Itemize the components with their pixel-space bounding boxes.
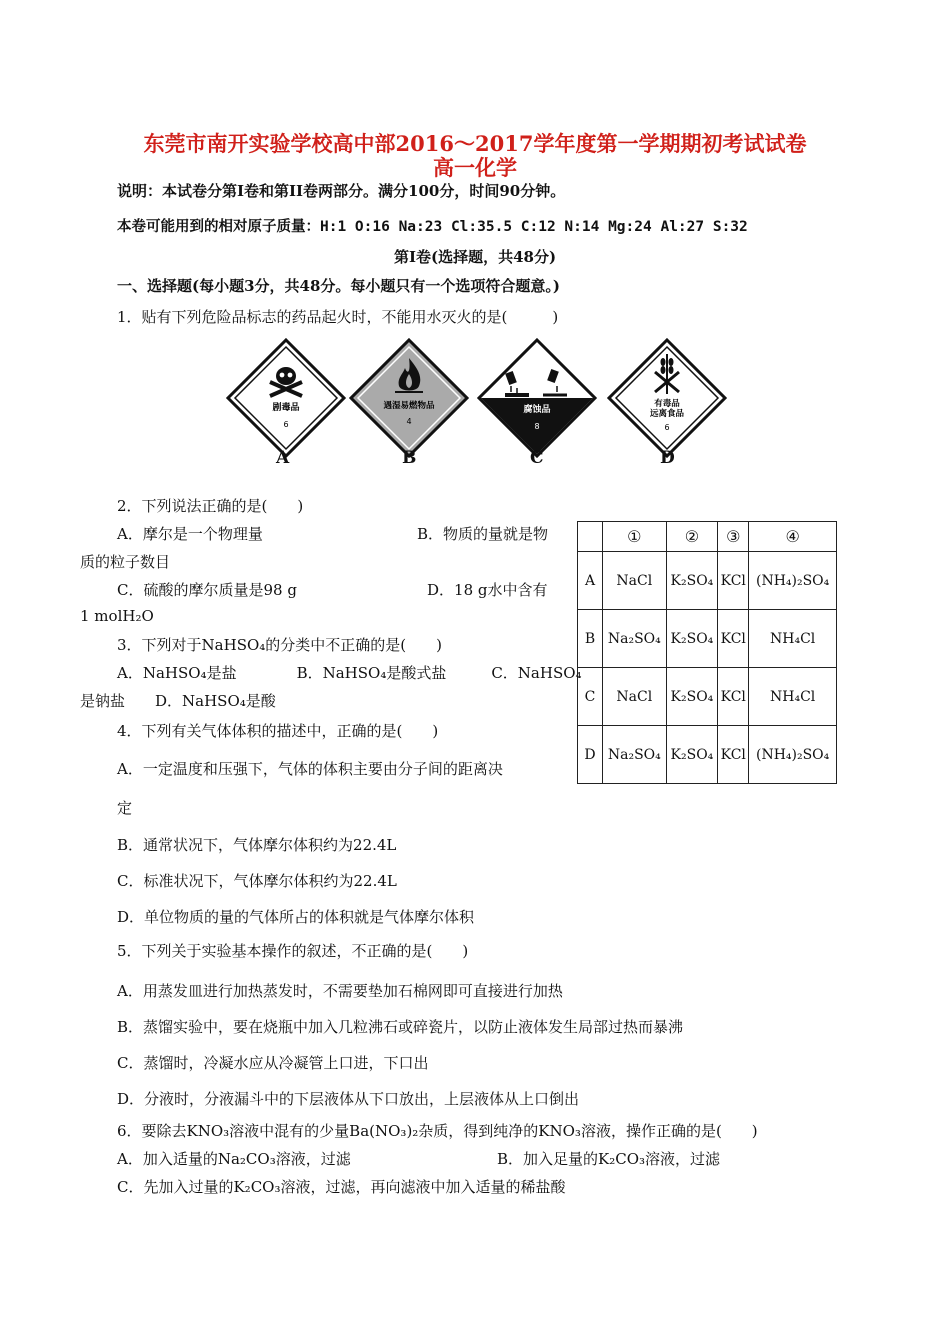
- q2-option-c: C．硫酸的摩尔质量是98 g: [117, 581, 297, 599]
- q5-option-d: D．分液时，分液漏斗中的下层液体从下口放出，上层液体从上口倒出: [117, 1090, 580, 1108]
- q2-option-d: D．18 g水中含有: [427, 581, 548, 599]
- table-row: [578, 668, 837, 726]
- q2-option-d-cont: 1 molH₂O: [80, 607, 154, 625]
- sign-letter-c: C: [530, 448, 544, 468]
- q4-option-b: B．通常状况下，气体摩尔体积约为22.4L: [117, 836, 397, 854]
- q3-options-line1: A．NaHSO₄是盐 B．NaHSO₄是酸式盐 C．NaHSO₄: [117, 664, 582, 682]
- table-cell: NaCl: [603, 668, 667, 726]
- atomic-masses: 本卷可能用到的相对原子质量：H:1 O:16 Na:23 Cl:35.5 C:12 N:14 Mg:24 Al:27 S:32: [117, 219, 748, 235]
- sign-d-number: 6: [664, 423, 670, 432]
- table-header-cell: ②: [666, 522, 718, 552]
- sign-letter-b: B: [402, 448, 417, 468]
- table-cell: (NH₄)₂SO₄: [749, 726, 837, 784]
- q6-stem: 6．要除去KNO₃溶液中混有的少量Ba(NO₃)₂杂质，得到纯净的KNO₃溶液，操作正确的是( ): [117, 1122, 758, 1140]
- table-cell: Na₂SO₄: [603, 610, 667, 668]
- sign-c-label: 腐蚀品: [523, 405, 551, 415]
- table-cell: K₂SO₄: [666, 726, 718, 784]
- table-cell: NH₄Cl: [749, 668, 837, 726]
- q2-option-b-cont: 质的粒子数目: [80, 553, 171, 571]
- table-cell: KCl: [718, 668, 749, 726]
- table-cell: K₂SO₄: [666, 668, 718, 726]
- q2-stem: 2．下列说法正确的是( ): [117, 497, 304, 515]
- q4-option-d: D．单位物质的量的气体所占的体积就是气体摩尔体积: [117, 908, 475, 926]
- q3-options-line2: 是钠盐 D．NaHSO₄是酸: [80, 692, 276, 710]
- sign-b-number: 4: [406, 417, 412, 426]
- table-header-cell: ①: [603, 522, 667, 552]
- table-cell: (NH₄)₂SO₄: [749, 552, 837, 610]
- q5-stem: 5．下列关于实验基本操作的叙述，不正确的是( ): [117, 942, 469, 960]
- table-cell: KCl: [718, 726, 749, 784]
- reagent-table: [577, 521, 837, 784]
- table-cell: K₂SO₄: [666, 610, 718, 668]
- sign-d-label-1: 有毒品: [654, 399, 680, 409]
- q5-option-c: C．蒸馏时，冷凝水应从冷凝管上口进，下口出: [117, 1054, 429, 1072]
- q4-option-c: C．标准状况下，气体摩尔体积约为22.4L: [117, 872, 397, 890]
- section-title: 第Ⅰ卷(选择题，共48分): [393, 248, 557, 266]
- sign-d-label-2: 远离食品: [649, 409, 685, 419]
- table-cell: C: [578, 668, 603, 726]
- table-cell: D: [578, 726, 603, 784]
- table-cell: KCl: [718, 552, 749, 610]
- section-instruction: 一、选择题(每小题3分，共48分。每小题只有一个选项符合题意。): [117, 277, 561, 295]
- q4-option-a: A．一定温度和压强下，气体的体积主要由分子间的距离决: [117, 760, 503, 778]
- sign-letter-d: D: [660, 448, 675, 468]
- q4-stem: 4．下列有关气体体积的描述中，正确的是( ): [117, 722, 439, 740]
- table-cell: NaCl: [603, 552, 667, 610]
- hazard-sign-harmful: [607, 338, 727, 458]
- hazard-sign-dangerous-when-wet: [349, 338, 469, 458]
- sign-a-label: 剧毒品: [272, 403, 300, 413]
- sign-c-number: 8: [534, 422, 540, 431]
- q2-option-b: B．物质的量就是物: [417, 525, 549, 543]
- sign-a-number: 6: [283, 420, 289, 429]
- table-cell: A: [578, 552, 603, 610]
- exam-subject: 高一化学: [433, 155, 517, 180]
- table-cell: K₂SO₄: [666, 552, 718, 610]
- table-header-cell: [578, 522, 603, 552]
- q6-option-c: C．先加入过量的K₂CO₃溶液，过滤，再向滤液中加入适量的稀盐酸: [117, 1178, 566, 1196]
- table-header-row: [578, 522, 837, 552]
- exam-note: 说明：本试卷分第Ⅰ卷和第II卷两部分。满分100分，时间90分钟。: [117, 182, 566, 200]
- sign-letter-a: A: [276, 448, 290, 468]
- table-header-cell: ③: [718, 522, 749, 552]
- table-header-cell: ④: [749, 522, 837, 552]
- q6-option-b: B．加入足量的K₂CO₃溶液，过滤: [497, 1150, 721, 1168]
- q1-stem: 1．贴有下列危险品标志的药品起火时，不能用水灭火的是( ): [117, 308, 559, 326]
- q3-stem: 3．下列对于NaHSO₄的分类中不正确的是( ): [117, 636, 442, 654]
- sign-b-label: 遇湿易燃物品: [383, 401, 435, 411]
- table-row: [578, 726, 837, 784]
- exam-title: 东莞市南开实验学校高中部2016～2017学年度第一学期期初考试试卷: [143, 131, 807, 156]
- q5-option-a: A．用蒸发皿进行加热蒸发时，不需要垫加石棉网即可直接进行加热: [117, 982, 563, 1000]
- q5-option-b: B．蒸馏实验中，要在烧瓶中加入几粒沸石或碎瓷片，以防止液体发生局部过热而暴沸: [117, 1018, 684, 1036]
- q2-option-a: A．摩尔是一个物理量: [117, 525, 263, 543]
- q6-option-a: A．加入适量的Na₂CO₃溶液，过滤: [117, 1150, 351, 1168]
- table-cell: NH₄Cl: [749, 610, 837, 668]
- table-cell: B: [578, 610, 603, 668]
- table-cell: Na₂SO₄: [603, 726, 667, 784]
- hazard-sign-corrosive: [477, 338, 597, 458]
- table-row: [578, 610, 837, 668]
- hazard-sign-toxic: [226, 338, 346, 458]
- table-row: [578, 552, 837, 610]
- table-cell: KCl: [718, 610, 749, 668]
- q4-option-a-cont: 定: [117, 799, 133, 817]
